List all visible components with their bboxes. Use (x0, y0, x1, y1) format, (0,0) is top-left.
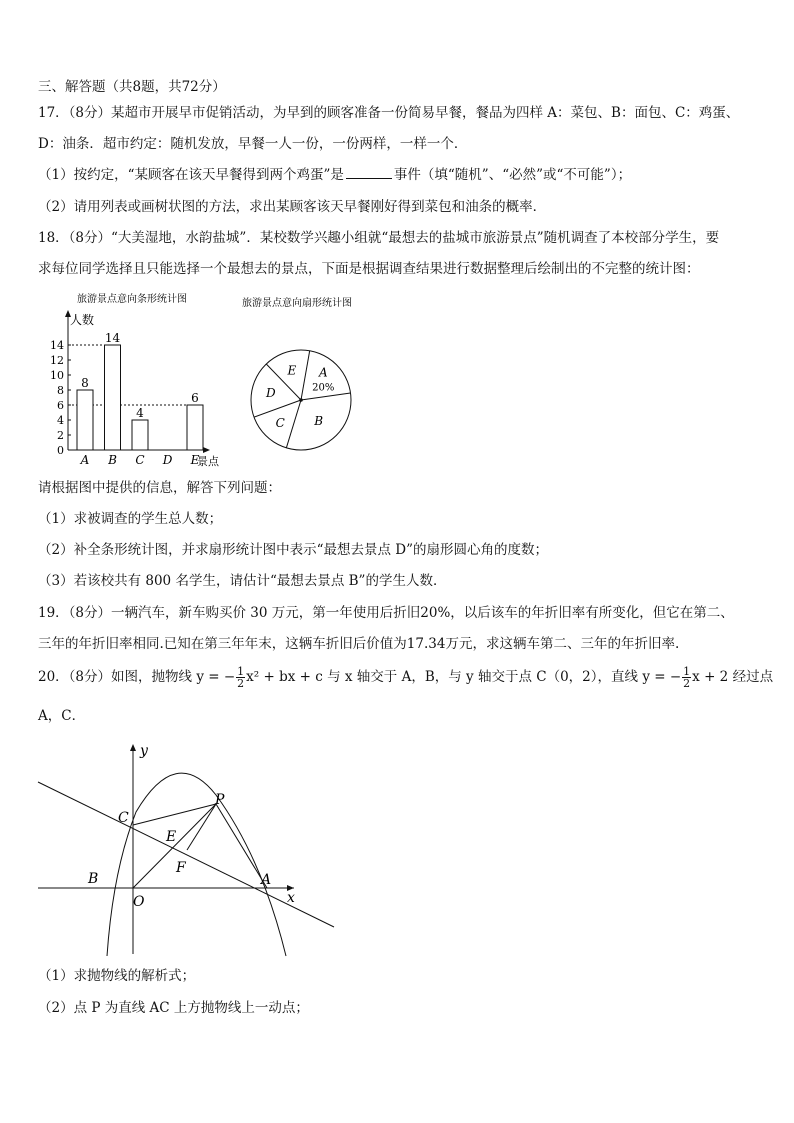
segment-cp (133, 804, 216, 825)
q20-part1: （1）求抛物线的解析式； (38, 968, 196, 984)
bar-B (105, 345, 121, 450)
q20-eq1-prefix: y = − (196, 669, 236, 685)
label-a: A (261, 872, 272, 888)
q20-line2: A，C． (38, 708, 86, 724)
q18-part3: （3）若该校共有 800 名学生，请估计“最想去景点 B”的学生人数． (38, 573, 447, 589)
label-f: F (176, 860, 186, 876)
bar-xlabel: 景点 (197, 455, 219, 468)
bar-chart-title: 旅游景点意向条形统计图 (77, 294, 187, 305)
frac-num: 1 (237, 665, 245, 678)
q18-line2: 求每位同学选择且只能选择一个最想去的景点，下面是根据调查结果进行数据整理后绘制出的不完整的统计图： (38, 261, 700, 277)
bar-C (132, 420, 148, 450)
q19-line1: 19．（8分）一辆汽车，新车购买价 30 万元，第一年使用后折旧20%，以后该车的年折旧率有所变化，但它在第二、 (38, 605, 734, 621)
bar-category-label: D (162, 453, 173, 467)
bar-ytick-label: 2 (57, 429, 64, 442)
q17-line2: D：油条．超市约定：随机发放，早餐一人一份，一份两样，一样一个． (38, 136, 468, 152)
bar-ytick-label: 14 (50, 339, 64, 352)
q20-tail: 经过点 (732, 669, 774, 685)
section-header: 三、解答题（共8题，共72分） (38, 79, 226, 95)
bar-ylabel: 人数 (70, 313, 95, 327)
q20-part2: （2）点 P 为直线 AC 上方抛物线上一动点； (38, 1000, 309, 1016)
q20-mid: 与 x 轴交于 A，B，与 y 轴交于点 C（0，2），直线 (327, 669, 639, 685)
label-b: B (88, 871, 99, 887)
pie-chart-title: 旅游景点意向扇形统计图 (242, 298, 352, 309)
label-x: x (287, 890, 295, 906)
frac-den-2: 2 (683, 677, 691, 690)
q18-prompt: 请根据图中提供的信息，解答下列问题： (38, 480, 281, 496)
y-axis-arrow (130, 744, 136, 751)
bar-x-axis-arrow (203, 447, 210, 453)
bar-category-label: E (190, 453, 200, 467)
q20-line1 (38, 664, 773, 690)
bar-category-label: A (80, 453, 90, 467)
bar-category-label: C (135, 453, 145, 467)
q17-line1: 17．（8分）某超市开展早市促销活动，为早到的顾客准备一份简易早餐，餐品为四样 A：菜包、B：面包、C：鸡蛋、 (38, 105, 740, 121)
frac-num-2: 1 (683, 665, 691, 678)
parabola-figure (36, 740, 341, 960)
bar-data-label: 4 (136, 406, 144, 420)
q17-part1-before: （1）按约定，“某顾客在该天早餐得到两个鸡蛋”是 (38, 167, 344, 183)
q20-eq1-suffix: x² + bx + c (246, 669, 323, 685)
label-p: P (215, 792, 225, 808)
bar-data-label: 14 (104, 331, 121, 345)
label-c: C (118, 810, 129, 826)
q18-part2: （2）补全条形统计图，并求扇形统计图中表示“最想去景点 D”的扇形圆心角的度数； (38, 542, 549, 558)
q20-eq2-suffix: x + 2 (692, 669, 729, 685)
pie-center (299, 398, 303, 402)
pie-label-E: E (287, 363, 297, 378)
fraction-one-half-2 (682, 666, 691, 689)
label-e: E (166, 829, 177, 845)
bar-category-label: B (108, 453, 117, 467)
q18-part1: （1）求被调查的学生总人数； (38, 511, 223, 527)
parabola-curve (107, 773, 286, 956)
pie-label-D: D (265, 386, 276, 401)
segment-op (133, 804, 216, 888)
bar-chart (40, 288, 235, 470)
bar-ytick-label: 10 (50, 369, 64, 382)
q17-part2: （2）请用列表或画树状图的方法，求出某顾客该天早餐刚好得到菜包和油条的概率． (38, 199, 547, 215)
segment-pf (187, 804, 216, 850)
bar-ytick-label: 0 (57, 444, 64, 457)
bar-ytick-label: 8 (57, 384, 64, 397)
q19-line2: 三年的年折旧率相同.已知在第三年年末，这辆车折旧后价值为17.34万元，求这辆车第二、三年的年折旧率. (38, 636, 680, 652)
pie-label-C: C (275, 416, 285, 431)
answer-blank[interactable] (346, 166, 392, 179)
q18-line1: 18．（8分）“大美湿地，水韵盐城”．某校数学兴趣小组就“最想去的盐城市旅游景点”随机调查了本校部分学生，要 (38, 230, 720, 246)
bar-ytick-label: 4 (57, 414, 64, 427)
segment-pa (216, 804, 267, 888)
bar-data-label: 8 (81, 376, 89, 390)
pie-percent-A: 20% (312, 382, 335, 394)
q20-lead: 20．（8分）如图，抛物线 (38, 669, 193, 685)
q17-part1-after: 事件（填“随机”、“必然”或“不可能”）； (393, 167, 632, 183)
q20-eq2-prefix: y = − (642, 669, 682, 685)
bar-E (187, 405, 203, 450)
label-o: O (133, 894, 145, 910)
bar-ytick-label: 12 (50, 354, 64, 367)
pie-chart (236, 292, 386, 462)
bar-data-label: 6 (191, 391, 199, 405)
fraction-one-half (236, 666, 245, 689)
bar-ytick-label: 6 (57, 399, 64, 412)
bar-A (77, 390, 93, 450)
pie-label-A: A (318, 365, 328, 380)
frac-den: 2 (237, 677, 245, 690)
label-y: y (140, 743, 148, 759)
pie-label-B: B (314, 414, 324, 429)
q17-part1 (38, 165, 631, 185)
